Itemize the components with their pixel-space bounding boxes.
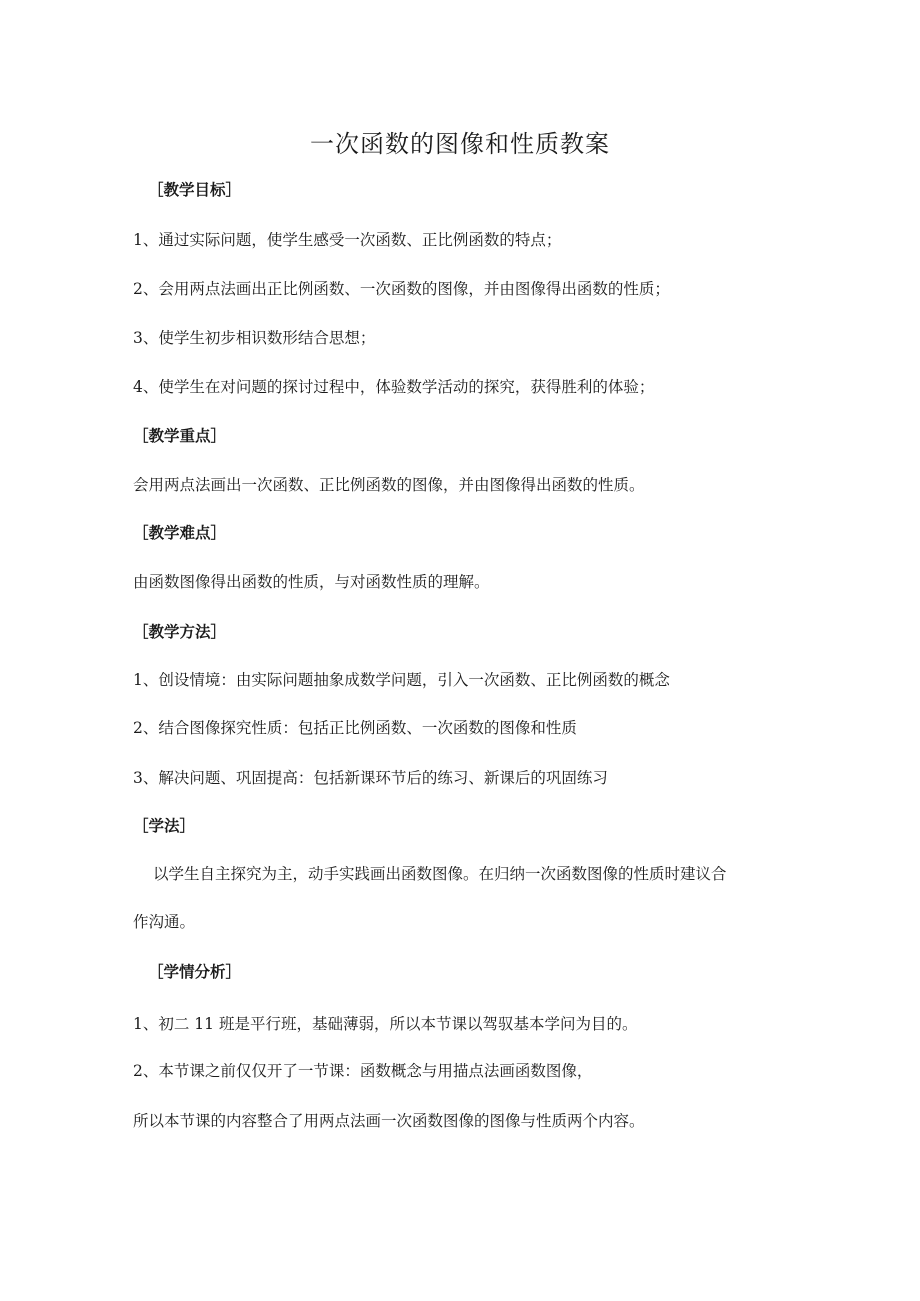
document-title: 一次函数的图像和性质教案: [310, 130, 610, 158]
analysis-item-1: 1、初二 11 班是平行班，基础薄弱，所以本节课以驾驭基本学问为目的。: [133, 1015, 638, 1033]
difficulties-heading: ［教学难点］: [133, 523, 227, 542]
key-points-text: 会用两点法画出一次函数、正比例函数的图像，并由图像得出函数的性质。: [133, 476, 645, 494]
objectives-heading: ［教学目标］: [148, 180, 242, 199]
objective-item-4: 4、使学生在对问题的探讨过程中，体验数学活动的探究，获得胜利的体验；: [133, 378, 655, 396]
objective-item-3: 3、使学生初步相识数形结合思想；: [133, 329, 376, 347]
analysis-item-2: 2、本节课之前仅仅开了一节课：函数概念与用描点法画函数图像，: [133, 1062, 593, 1080]
method-item-3: 3、解决问题、巩固提高：包括新课环节后的练习、新课后的巩固练习: [133, 769, 608, 787]
methods-heading: ［教学方法］: [133, 622, 227, 641]
learning-method-heading: ［学法］: [133, 816, 196, 835]
analysis-heading: ［学情分析］: [148, 962, 242, 981]
learning-method-text-line2: 作沟通。: [133, 913, 196, 931]
objective-item-1: 1、通过实际问题，使学生感受一次函数、正比例函数的特点；: [133, 231, 562, 249]
method-item-1: 1、创设情境：由实际问题抽象成数学问题，引入一次函数、正比例函数的概念: [133, 671, 670, 689]
difficulties-text: 由函数图像得出函数的性质，与对函数性质的理解。: [133, 573, 490, 591]
method-item-2: 2、结合图像探究性质：包括正比例函数、一次函数的图像和性质: [133, 719, 577, 737]
learning-method-text-line1: 以学生自主探究为主，动手实践画出函数图像。在归纳一次函数图像的性质时建议合: [153, 865, 727, 883]
objective-item-2: 2、会用两点法画出正比例函数、一次函数的图像，并由图像得出函数的性质；: [133, 280, 670, 298]
analysis-item-3: 所以本节课的内容整合了用两点法画一次函数图像的图像与性质两个内容。: [133, 1112, 645, 1130]
key-points-heading: ［教学重点］: [133, 426, 227, 445]
